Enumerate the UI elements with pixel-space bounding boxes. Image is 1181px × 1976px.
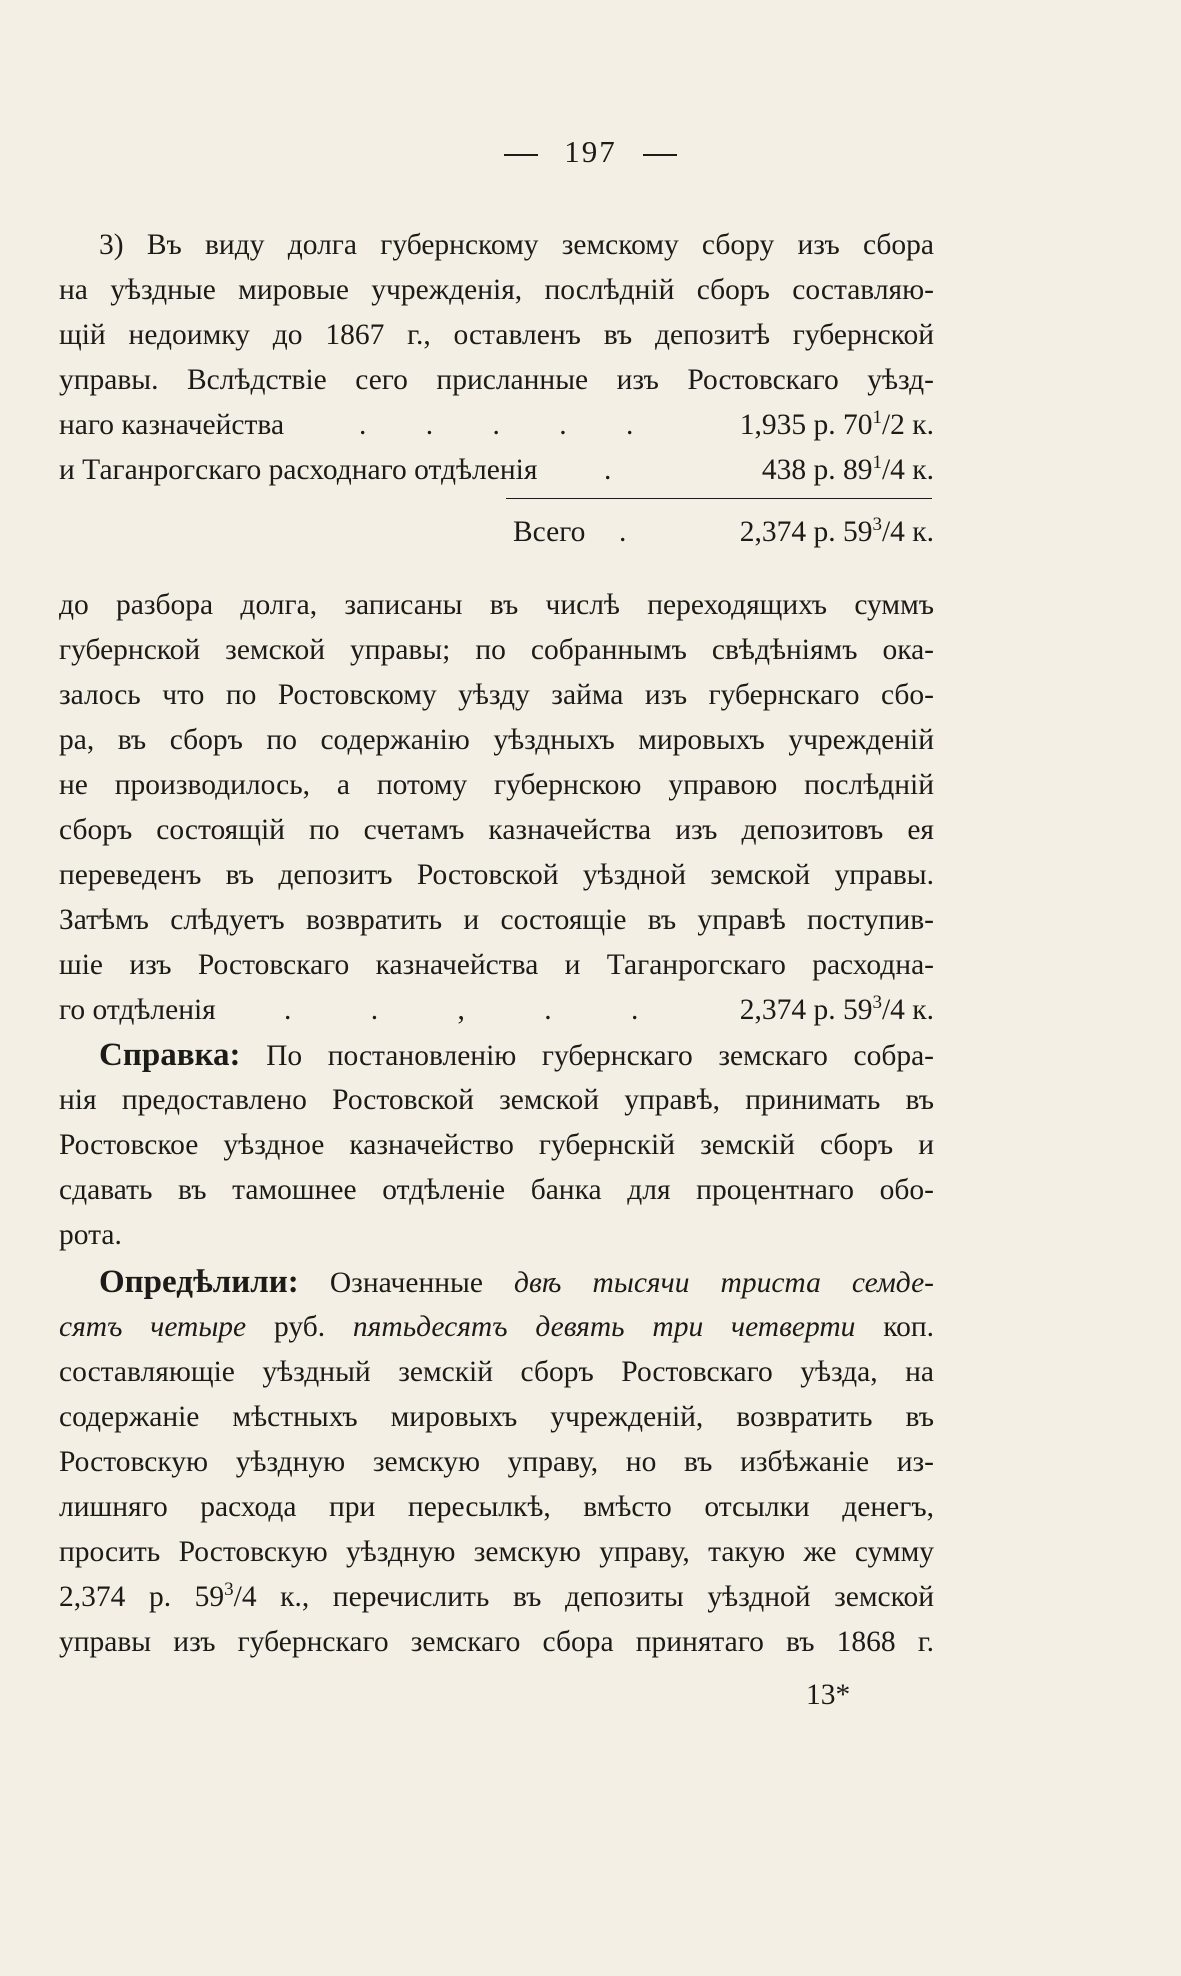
- leader-dots: . . . . .: [359, 409, 660, 441]
- leader-dots: . . , . .: [284, 994, 675, 1026]
- page-number: 197: [564, 134, 617, 169]
- row-label: наго казначейства: [59, 409, 285, 441]
- sum-text-line: 2,374 р. $59^3/4$ к., перечислить въ депозиты уѣздной земской: [59, 1579, 934, 1613]
- text-line: рота.: [59, 1219, 122, 1251]
- total-sum: 2,374 р. $59^3/4$ к.: [739, 514, 934, 548]
- sum-rule: [506, 498, 932, 499]
- text-line: нія предоставлено Ростовской земской управѣ, принимать въ: [59, 1084, 934, 1116]
- sum-row-total: [59, 512, 934, 552]
- spravka-heading: Справка:: [99, 1037, 241, 1073]
- text-line: составляющіе уѣздный земскій сборъ Ростовскаго уѣзда, на: [59, 1356, 934, 1388]
- sum-row-treasury: [59, 405, 934, 445]
- spravka-first-line: Справка: По постановленію губернскаго земскаго собра-: [99, 1037, 934, 1073]
- text-line: ра, въ сборъ по содержанію уѣздныхъ мировыхъ учрежденій: [59, 724, 934, 756]
- total-label: Всего: [513, 516, 586, 548]
- text-line: управы изъ губернскаго земскаго сбора принятаго въ 1868 г.: [59, 1626, 934, 1658]
- header-dash-left: [504, 154, 538, 156]
- header-dash-right: [643, 154, 677, 156]
- opred-first-line: Опредѣлили: Означенные двѣ тысячи триста семде-: [99, 1264, 935, 1300]
- opred-heading: Опредѣлили:: [99, 1264, 299, 1300]
- text-line: управы. Вслѣдствіе сего присланные изъ Ростовскаго уѣзд-: [59, 364, 934, 396]
- page-header: [0, 134, 1181, 170]
- opred-second-line: сятъ четыре руб. пятьдесятъ девять три четверти коп.: [59, 1311, 935, 1343]
- text-line: Затѣмъ слѣдуетъ возвратить и состоящіе въ управѣ поступив-: [59, 904, 934, 936]
- leader-dots: .: [619, 516, 627, 548]
- text-line: залось что по Ростовскому уѣзду займа изъ губернскаго сбо-: [59, 679, 934, 711]
- text-line: Ростовское уѣздное казначейство губернскій земскій сборъ и: [59, 1129, 934, 1161]
- text-line: 3) Въ виду долга губернскому земскому сбору изъ сбора: [99, 229, 934, 261]
- text-line: на уѣздные мировые учрежденія, послѣдній сборъ составляю-: [59, 274, 934, 306]
- text-line: губернской земской управы; по собраннымъ свѣдѣніямъ ока-: [59, 634, 934, 666]
- leader-dots: .: [604, 454, 612, 486]
- row-sum: 1,935 р. $70^1/2$ к.: [739, 407, 934, 441]
- row-label: го отдѣленія: [59, 994, 216, 1026]
- text-line: не производилось, а потому губернскою управою послѣдній: [59, 769, 934, 801]
- text-line: переведенъ въ депозитъ Ростовской уѣздной земской управы.: [59, 859, 934, 891]
- row-label: и Таганрогскаго расходнаго отдѣленія: [59, 454, 538, 486]
- row-sum: 438 р. $89^1/4$ к.: [761, 452, 934, 486]
- row-sum: 2,374 р. $59^3/4$ к.: [739, 992, 934, 1026]
- text-line: содержаніе мѣстныхъ мировыхъ учрежденій, возвратить въ: [59, 1401, 934, 1433]
- text-line: сборъ состоящій по счетамъ казначейства изъ депозитовъ ея: [59, 814, 934, 846]
- text-line: щій недоимку до 1867 г., оставленъ въ депозитѣ губернской: [59, 319, 934, 351]
- text-line: до разбора долга, записаны въ числѣ переходящихъ суммъ: [59, 589, 934, 621]
- text-line: сдавать въ тамошнее отдѣленіе банка для процентнаго обо-: [59, 1174, 934, 1206]
- signature-mark: 13*: [806, 1679, 851, 1711]
- sum-row-return: [59, 990, 934, 1030]
- sum-row-taganrog: [59, 450, 934, 490]
- text-line: лишняго расхода при пересылкѣ, вмѣсто отсылки денегъ,: [59, 1491, 934, 1523]
- text-line: просить Ростовскую уѣздную земскую управу, такую же сумму: [59, 1536, 934, 1568]
- text-line: шіе изъ Ростовскаго казначейства и Таганрогскаго расходна-: [59, 949, 934, 981]
- text-line: Ростовскую уѣздную земскую управу, но въ избѣжаніе из-: [59, 1446, 934, 1478]
